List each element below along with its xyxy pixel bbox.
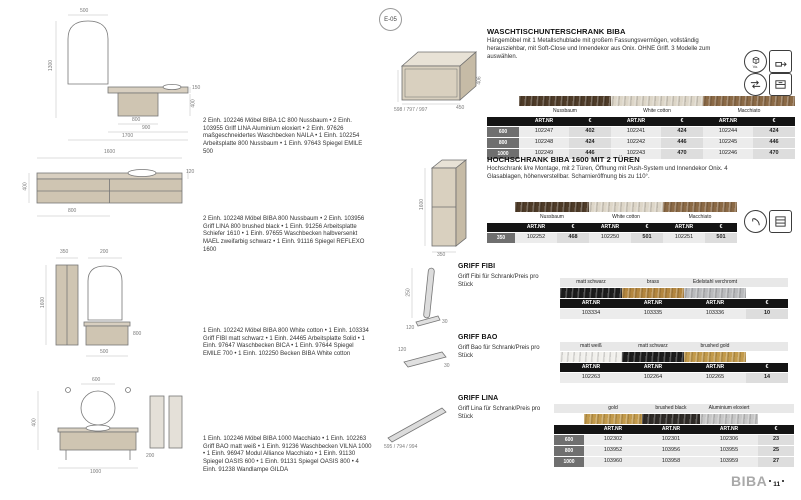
finish-name: Nussbaum bbox=[519, 107, 611, 117]
price-table-griff-lina bbox=[554, 404, 794, 468]
finish-swatch-brass bbox=[622, 288, 684, 298]
price-cell: 470 bbox=[753, 149, 795, 160]
configuration-text-3: 1 Einh. 102242 Möbel BIBA 800 White cotton • 1 Einh. 103334 Griff FIBI matt schwarz • 1 Einh. 24465 Arbeitsplatte Solid • 1 Einh. 97647 Waschbecken BICA • 1 Einh. 97644 Spiegel EMILE 700 • 1 Einh. 102250 Becken BIBA White cotton bbox=[203, 328, 369, 358]
logo-dot bbox=[769, 480, 771, 482]
artnr-cell: 102302 bbox=[584, 435, 642, 446]
artnr-cell: 102249 bbox=[519, 149, 569, 160]
col-header: ART.NR bbox=[560, 363, 622, 373]
brand-text: BIBA bbox=[731, 473, 768, 489]
dim-label: 1600 bbox=[104, 149, 116, 155]
price-cell: 27 bbox=[758, 457, 794, 468]
finish-name: brushed gold bbox=[684, 342, 746, 352]
price-cell: 25 bbox=[758, 446, 794, 457]
section-title-griff-fibi: GRIFF FIBI bbox=[458, 263, 496, 270]
price-cell: 23 bbox=[758, 435, 794, 446]
col-header: ART.NR bbox=[515, 223, 557, 233]
artnr-cell: 102250 bbox=[589, 233, 631, 244]
col-header: ART.NR bbox=[519, 117, 569, 127]
artnr-cell: 103334 bbox=[560, 309, 622, 320]
finish-swatch-white-cotton bbox=[589, 202, 663, 212]
artnr-cell: 102246 bbox=[703, 149, 753, 160]
logo-dot bbox=[782, 480, 784, 482]
dim-label: 400 bbox=[190, 99, 197, 108]
section-title-griff-bao: GRIFF BAO bbox=[458, 334, 498, 341]
dim-label: 350 bbox=[437, 252, 446, 258]
dim-label: 200 bbox=[146, 453, 155, 459]
dim-label: 1300 bbox=[48, 59, 55, 72]
configuration-text-1: 2 Einh. 102246 Möbel BIBA 1C 800 Nussbaum • 2 Einh. 103955 Griff LINA Aluminium eloxiert • 2 Einh. 97626 maßgeschneidertes Waschbecken NAILA • 1 Einh. 102254 Arbeitsplatte 800 Nussbaum • 1 Einh. 97643 Spiegel EMILE 500 bbox=[203, 118, 363, 155]
col-header: ART.NR bbox=[663, 223, 705, 233]
finish-swatch-white-cotton bbox=[611, 96, 703, 106]
technical-drawing-washplace-2 bbox=[22, 148, 200, 236]
size-badge: 600 bbox=[487, 127, 519, 138]
finish-name-row bbox=[560, 278, 788, 288]
drawer-icon bbox=[769, 73, 792, 96]
finish-swatch-nussbaum bbox=[519, 96, 611, 106]
dim-label: 200 bbox=[100, 249, 109, 255]
artnr-cell: 103336 bbox=[684, 309, 746, 320]
finish-name: White cotton bbox=[611, 107, 703, 117]
finish-name: White cotton bbox=[589, 213, 663, 223]
table-header-row bbox=[487, 117, 795, 127]
finish-swatch-row bbox=[487, 96, 795, 107]
page-code-badge: E-05 bbox=[379, 8, 402, 31]
size-badge: 350 bbox=[487, 233, 515, 244]
col-header: € bbox=[753, 117, 795, 127]
configuration-text-2: 2 Einh. 102248 Möbel BIBA 800 Nussbaum • 2 Einh. 103956 Griff LINA 800 brushed black • 1 Einh. 91256 Arbeitsplatte Schiefer 1610 • 1 Einh. 97655 Waschbecken halbversenkt MAEL zweifarbig schwarz • 1 Einh. 91116 Spiegel REFLEXO 1600 bbox=[203, 216, 365, 253]
dim-label: 250 bbox=[405, 288, 412, 297]
price-cell: 501 bbox=[631, 233, 663, 244]
col-header: ART.NR bbox=[589, 223, 631, 233]
table-header-row bbox=[487, 223, 737, 233]
finish-name: matt weiß bbox=[560, 342, 622, 352]
price-cell: 446 bbox=[661, 138, 703, 149]
technical-drawing-washplace-3 bbox=[38, 250, 163, 378]
artnr-cell: 103958 bbox=[642, 457, 700, 468]
price-table-griff-bao bbox=[560, 342, 788, 384]
section-title-griff-lina: GRIFF LINA bbox=[458, 395, 499, 402]
col-header: ART.NR bbox=[611, 117, 661, 127]
glass-shelves-icon bbox=[769, 210, 792, 233]
finish-swatch-row bbox=[560, 288, 788, 299]
artnr-cell: 102243 bbox=[611, 149, 661, 160]
dim-label: 500 bbox=[80, 8, 89, 14]
finish-swatch-gold bbox=[584, 414, 642, 424]
size-badge: 600 bbox=[554, 435, 584, 446]
technical-drawing-washplace-1 bbox=[22, 8, 200, 146]
col-header: ART.NR bbox=[700, 425, 758, 435]
volume-icon-label: Vo. bbox=[752, 63, 759, 69]
price-cell: 446 bbox=[753, 138, 795, 149]
finish-name: matt schwarz bbox=[622, 342, 684, 352]
table-row bbox=[560, 373, 788, 384]
price-cell: 424 bbox=[661, 127, 703, 138]
artnr-cell: 103335 bbox=[622, 309, 684, 320]
table-row bbox=[487, 233, 737, 244]
full-extension-drawer-icon bbox=[769, 50, 792, 73]
col-header: ART.NR bbox=[560, 299, 622, 309]
dim-label: 800 bbox=[133, 331, 142, 337]
size-badge: 800 bbox=[487, 138, 519, 149]
dim-label: 598 / 797 / 997 bbox=[394, 107, 428, 113]
price-cell: 402 bbox=[569, 127, 611, 138]
col-header: ART.NR bbox=[684, 299, 746, 309]
artnr-cell: 102301 bbox=[642, 435, 700, 446]
product-drawing-waschtischunterschrank bbox=[394, 40, 486, 120]
artnr-cell: 102263 bbox=[560, 373, 622, 384]
section-desc-waschtischunterschrank: Hängemöbel mit 1 Metallschublade mit großem Fassungsvermögen, vollständig herausziehbar, mit Soft-Close und Innendekor aus Onix. OHNE Griff. 3 Modelle zum auswählen. bbox=[487, 38, 711, 60]
table-row bbox=[554, 457, 794, 468]
price-cell: 424 bbox=[753, 127, 795, 138]
dim-label: 1600 bbox=[419, 198, 426, 211]
col-header: ART.NR bbox=[684, 363, 746, 373]
dim-label: 406 bbox=[476, 76, 483, 85]
finish-name: Macchiato bbox=[703, 107, 795, 117]
product-drawing-griff-fibi bbox=[404, 262, 454, 334]
finish-swatch-nussbaum bbox=[515, 202, 589, 212]
artnr-cell: 102251 bbox=[663, 233, 705, 244]
hinge-opening-icon bbox=[744, 210, 767, 233]
finish-name-row bbox=[487, 213, 737, 223]
dim-label: 400 bbox=[31, 418, 38, 427]
artnr-cell: 103956 bbox=[642, 446, 700, 457]
col-header: ART.NR bbox=[642, 425, 700, 435]
dim-label: 800 bbox=[68, 208, 77, 214]
col-header: € bbox=[569, 117, 611, 127]
finish-swatch-row bbox=[487, 202, 737, 213]
table-header-row bbox=[554, 425, 794, 435]
col-header: € bbox=[557, 223, 589, 233]
artnr-cell: 102248 bbox=[519, 138, 569, 149]
dim-label: 120 bbox=[398, 347, 407, 353]
dim-label: 500 bbox=[100, 349, 109, 355]
size-badge: 1000 bbox=[554, 457, 584, 468]
col-header: € bbox=[746, 363, 788, 373]
artnr-cell: 102244 bbox=[703, 127, 753, 138]
section-desc-griff-bao: Griff Bao für Schrank/Preis pro Stück bbox=[458, 345, 540, 359]
finish-swatch-matt-weiss bbox=[560, 352, 622, 362]
product-drawing-griff-bao bbox=[398, 338, 454, 378]
artnr-cell: 103960 bbox=[584, 457, 642, 468]
finish-swatch-matt-schwarz bbox=[560, 288, 622, 298]
artnr-cell: 102245 bbox=[703, 138, 753, 149]
dim-label: 30 bbox=[442, 319, 448, 325]
page-number: 11 bbox=[773, 481, 781, 488]
dim-label: 1700 bbox=[122, 133, 134, 139]
finish-name: gold bbox=[584, 404, 642, 414]
price-cell: 446 bbox=[569, 149, 611, 160]
price-table-hochschrank bbox=[487, 202, 737, 244]
price-cell: 14 bbox=[746, 373, 788, 384]
artnr-cell: 103955 bbox=[700, 446, 758, 457]
finish-swatch-aluminium bbox=[700, 414, 758, 424]
finish-swatch-brushed-black bbox=[642, 414, 700, 424]
artnr-cell: 103952 bbox=[584, 446, 642, 457]
finish-swatch-row bbox=[560, 352, 788, 363]
finish-name-row bbox=[487, 107, 795, 117]
price-table-griff-fibi bbox=[560, 278, 788, 320]
size-badge: 1000 bbox=[487, 149, 519, 160]
artnr-cell: 102247 bbox=[519, 127, 569, 138]
price-cell: 470 bbox=[661, 149, 703, 160]
table-row bbox=[560, 309, 788, 320]
technical-drawing-washplace-4 bbox=[28, 378, 193, 480]
section-title-hochschrank: HOCHSCHRANK BIBA 1600 MIT 2 TÜREN bbox=[487, 155, 640, 164]
finish-swatch-macchiato bbox=[663, 202, 737, 212]
artnr-cell: 102241 bbox=[611, 127, 661, 138]
finish-swatch-row bbox=[554, 414, 794, 425]
soft-close-icon bbox=[744, 73, 767, 96]
finish-swatch-matt-schwarz bbox=[622, 352, 684, 362]
col-header: € bbox=[631, 223, 663, 233]
finish-name: brass bbox=[622, 278, 684, 288]
finish-swatch-brushed-gold bbox=[684, 352, 746, 362]
section-desc-griff-lina: Griff Lina für Schrank/Preis pro Stück bbox=[458, 406, 541, 420]
table-row bbox=[554, 446, 794, 457]
dim-label: 600 bbox=[92, 377, 101, 383]
artnr-cell: 102306 bbox=[700, 435, 758, 446]
section-title-waschtischunterschrank: WASCHTISCHUNTERSCHRANK BIBA bbox=[487, 27, 626, 36]
table-row bbox=[487, 127, 795, 138]
configuration-text-4: 1 Einh. 102246 Möbel BIBA 1000 Macchiato • 1 Einh. 102263 Griff BAO matt weiß • 1 Einh. 91236 Waschbecken VILNA 1000 • 1 Einh. 96947 Modul Alliance Macchiato • 1 Einh. 91130 Spiegel OASIS 600 • 1 Einh. 91131 Spiegel OASIS 800 • 4 Einh. 91238 Wandlampe GILDA bbox=[203, 436, 372, 473]
table-header-row bbox=[560, 363, 788, 373]
finish-name: matt schwarz bbox=[560, 278, 622, 288]
col-header: ART.NR bbox=[622, 299, 684, 309]
product-drawing-griff-lina bbox=[384, 392, 454, 452]
dim-label: 400 bbox=[22, 182, 29, 191]
finish-name-row bbox=[554, 404, 794, 414]
col-header: € bbox=[661, 117, 703, 127]
price-cell: 424 bbox=[569, 138, 611, 149]
finish-swatch-edelstahl bbox=[684, 288, 746, 298]
col-header: € bbox=[705, 223, 737, 233]
col-header: ART.NR bbox=[584, 425, 642, 435]
col-header: ART.NR bbox=[703, 117, 753, 127]
dim-label: 350 bbox=[60, 249, 69, 255]
brand-logo bbox=[731, 474, 784, 488]
table-header-row bbox=[560, 299, 788, 309]
finish-name: brushed black bbox=[642, 404, 700, 414]
dim-label: 595 / 794 / 994 bbox=[384, 444, 418, 450]
finish-name: Edelstahl verchromt bbox=[684, 278, 746, 288]
finish-name: Aluminium eloxiert bbox=[700, 404, 758, 414]
price-cell: 468 bbox=[557, 233, 589, 244]
volume-icon bbox=[744, 50, 767, 73]
price-cell: 10 bbox=[746, 309, 788, 320]
dim-label: 120 bbox=[186, 169, 195, 175]
finish-swatch-macchiato bbox=[703, 96, 795, 106]
price-table-waschtischunterschrank bbox=[487, 96, 795, 160]
artnr-cell: 102242 bbox=[611, 138, 661, 149]
col-header: ART.NR bbox=[622, 363, 684, 373]
finish-name: Nussbaum bbox=[515, 213, 589, 223]
dim-label: 800 bbox=[132, 117, 141, 123]
col-header: € bbox=[746, 299, 788, 309]
artnr-cell: 102252 bbox=[515, 233, 557, 244]
section-desc-griff-fibi: Griff Fibi für Schrank/Preis pro Stück bbox=[458, 274, 539, 288]
dim-label: 450 bbox=[456, 105, 465, 111]
dim-label: 1000 bbox=[90, 469, 102, 475]
artnr-cell: 103959 bbox=[700, 457, 758, 468]
col-header: € bbox=[758, 425, 794, 435]
product-drawing-hochschrank bbox=[420, 150, 484, 258]
finish-name: Macchiato bbox=[663, 213, 737, 223]
table-row bbox=[487, 138, 795, 149]
dim-label: 30 bbox=[444, 363, 450, 369]
dim-label: 120 bbox=[406, 325, 415, 331]
table-row bbox=[554, 435, 794, 446]
size-badge: 800 bbox=[554, 446, 584, 457]
price-cell: 501 bbox=[705, 233, 737, 244]
dim-label: 150 bbox=[192, 85, 201, 91]
finish-name-row bbox=[560, 342, 788, 352]
section-desc-hochschrank: Hochschrank li/re Montage, mit 2 Türen, Öffnung mit Push-System und Innendekor Onix. 4 Glasablagen, höhenverstellbar. Scharnieröffnung bis zu 110°. bbox=[487, 166, 728, 180]
artnr-cell: 102264 bbox=[622, 373, 684, 384]
dim-label: 900 bbox=[142, 125, 151, 131]
dim-label: 1600 bbox=[40, 296, 47, 309]
artnr-cell: 102265 bbox=[684, 373, 746, 384]
